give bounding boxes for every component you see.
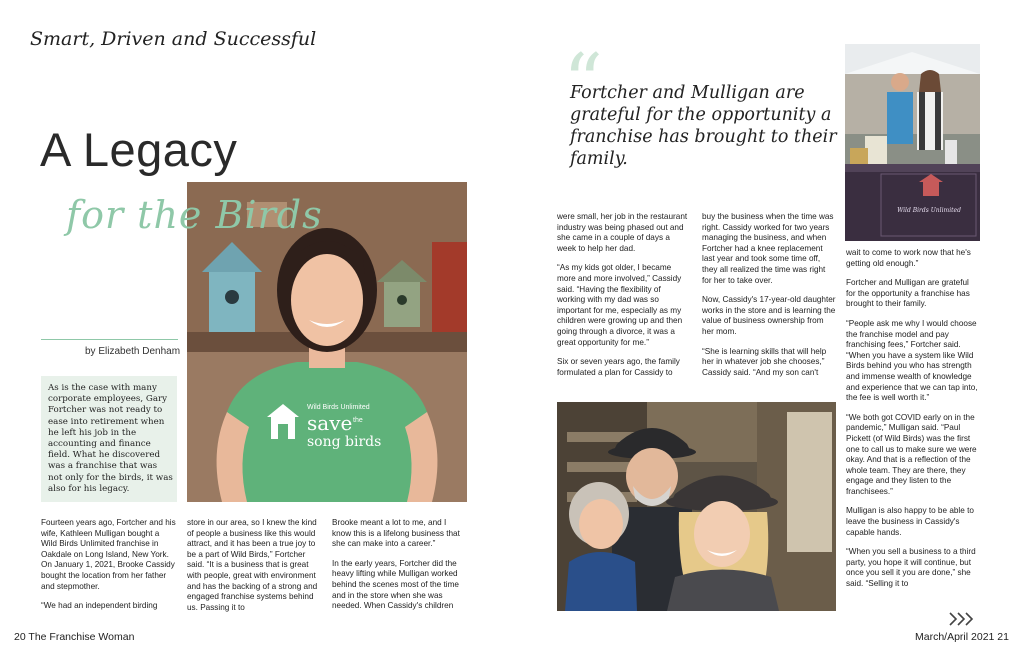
photo-store-booth [845, 44, 980, 241]
paragraph: Fourteen years ago, Fortcher and his wife, Kathleen Mulligan bought a Wild Birds Unlimited franchise in Oakdale on Long Island, New York. On January 1, 2021, Brooke Cassidy bought the location from her father and stepmother. [41, 518, 176, 591]
body-column-6 [846, 248, 980, 599]
shirt-slogan-line1: save [307, 411, 353, 435]
article-title: A Legacy [40, 123, 238, 176]
paragraph: “We had an independent birding [41, 601, 158, 611]
quote-mark-icon: “ [563, 38, 603, 128]
byline: by Elizabeth Denham [85, 346, 181, 357]
paragraph: In the early years, Fortcher did the heavy lifting while Mulligan worked behind the scenes most of the time and in the store when she was needed. When Cassidy's children [332, 558, 459, 611]
paragraph: were small, her job in the restaurant industry was being phased out and she came in a couple of days a week to help her dad. [557, 212, 688, 253]
pull-quote: Fortcher and Mulligan are grateful for the opportunity a franchise has brought to their family. [570, 83, 837, 169]
photo-family-selfie [557, 402, 836, 611]
paragraph: store in our area, so I knew the kind of people a business like this would attract, and it has been a true joy to be a part of Wild Birds,” Fortcher said. “It is a business that is great with people, great with environment and has the backing of a strong and engaged franchise systems behind us. Passing it to [187, 518, 318, 612]
shirt-brand-text: Wild Birds Unlimited [307, 404, 370, 411]
folio-left: 20 The Franchise Woman [14, 631, 135, 643]
paragraph: wait to come to work now that he's getting old enough.” [846, 248, 971, 268]
paragraph: Brooke meant a lot to me, and I know this is a lifelong business that she can make into a career.” [332, 518, 460, 549]
paragraph: buy the business when the time was right. Cassidy worked for two years managing the business, and when Fortcher had a knee replacement last year and took some time off, they all realized the time was right for her to take over. [702, 212, 834, 285]
body-column-1 [41, 518, 177, 621]
paragraph: “We both got COVID early on in the pandemic,” Mulligan said. “Paul Pickett (of Wild Birds) was the first one to call us to make sure we were okay. And that is a reflection of the whole team. They are there, they engage and they listen to the franchisees.” [846, 412, 977, 496]
paragraph: Fortcher and Mulligan are grateful for the opportunity a franchise has brought to their family. [846, 278, 970, 309]
body-column-4 [557, 212, 690, 387]
intro-text: As is the case with many corporate employees, Gary Fortcher was not ready to ease into retirement when he left his job in the accounting and finance field. What he discovered was a franchise that was not only for the birds, it was also for his legacy. [48, 383, 173, 494]
paragraph: “She is learning skills that will help her in whatever job she chooses,” Cassidy said. “And my son can't [702, 346, 827, 377]
paragraph: “People ask me why I would choose the franchise model and pay franchising fees,” Fortcher said. “When you have a system like Wild Birds behind you who has strength and immense wealth of knowledge and experience that we can tap into, the fee is well worth it.” [846, 318, 978, 403]
folio-right: March/April 2021 21 [915, 631, 1009, 643]
paragraph: “When you sell a business to a third party, you hope it will continue, but once you sell it you are done,” she said. “Selling it to [846, 547, 976, 589]
body-column-5 [702, 212, 836, 387]
article-title-script: for the Birds [66, 193, 323, 237]
byline-rule [41, 339, 178, 340]
shirt-slogan-line3: song birds [307, 434, 382, 450]
body-column-3 [332, 518, 467, 621]
paragraph: “As my kids got older, I became more and more involved,” Cassidy said. “Having the flexibility of working with my dad was so important for me, especially as my children were growing up and then going through a divorce, it was a great opportunity for me.” [557, 263, 683, 347]
booth-banner-text: Wild Birds Unlimited [897, 207, 961, 214]
paragraph: Six or seven years ago, the family formulated a plan for Cassidy to [557, 357, 680, 377]
body-column-2 [187, 518, 320, 622]
paragraph: Mulligan is also happy to be able to leave the business in Cassidy's capable hands. [846, 506, 974, 537]
continue-arrows-icon [948, 611, 980, 632]
section-kicker: Smart, Driven and Successful [30, 28, 317, 50]
paragraph: Now, Cassidy's 17-year-old daughter works in the store and is learning the value of business ownership from her mom. [702, 295, 836, 336]
shirt-slogan-line2: the [353, 417, 363, 424]
